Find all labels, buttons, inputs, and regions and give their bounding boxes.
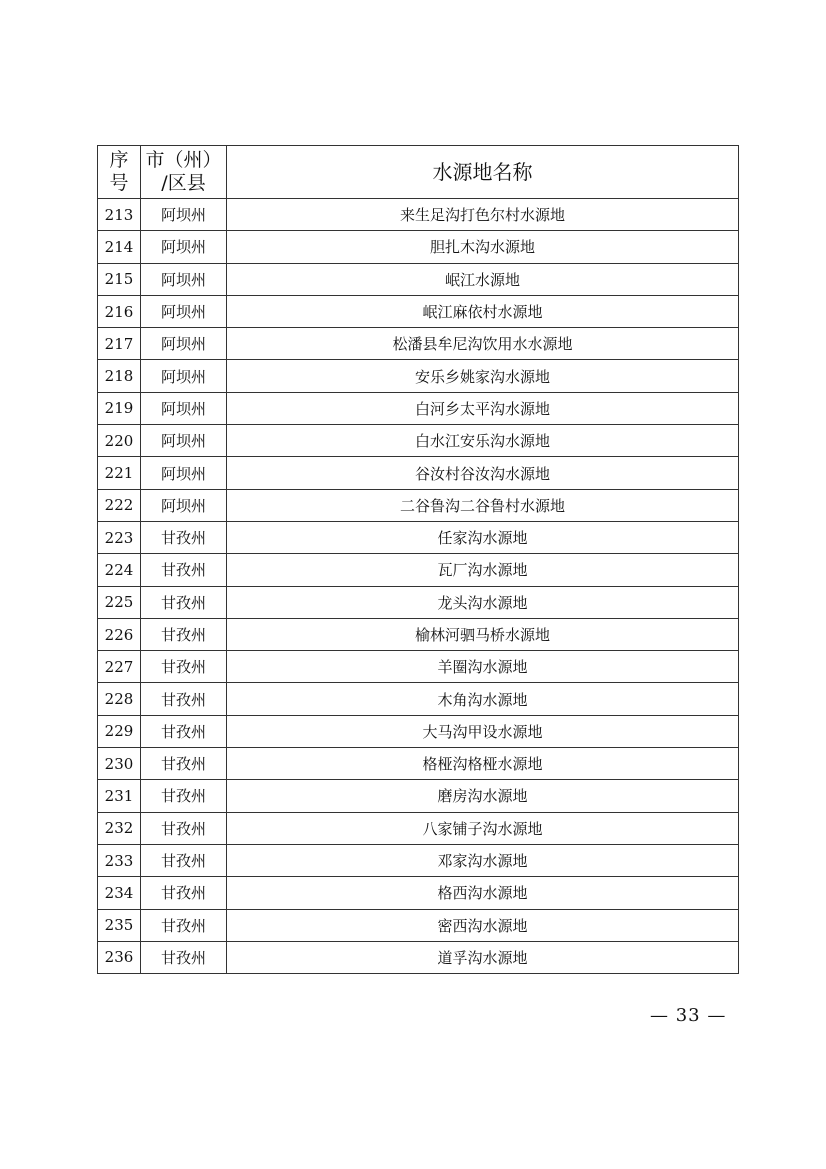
table-row xyxy=(98,392,739,424)
cell-name: 榆林河驷马桥水源地 xyxy=(227,618,739,650)
cell-name: 来生足沟打色尔村水源地 xyxy=(227,199,739,231)
cell-seq: 215 xyxy=(98,263,141,295)
cell-name: 格西沟水源地 xyxy=(227,877,739,909)
cell-seq: 225 xyxy=(98,586,141,618)
table-row xyxy=(98,489,739,521)
cell-name: 木角沟水源地 xyxy=(227,683,739,715)
cell-city: 甘孜州 xyxy=(141,586,227,618)
cell-seq: 213 xyxy=(98,199,141,231)
cell-city: 阿坝州 xyxy=(141,392,227,424)
table-row xyxy=(98,425,739,457)
cell-name: 任家沟水源地 xyxy=(227,521,739,553)
header-seq-line1: 序 xyxy=(109,149,129,171)
cell-seq: 231 xyxy=(98,780,141,812)
cell-name: 磨房沟水源地 xyxy=(227,780,739,812)
table-row xyxy=(98,844,739,876)
header-seq-line2: 号 xyxy=(109,172,129,194)
table-row xyxy=(98,780,739,812)
cell-seq: 232 xyxy=(98,812,141,844)
cell-name: 道孚沟水源地 xyxy=(227,941,739,973)
cell-name: 二谷鲁沟二谷鲁村水源地 xyxy=(227,489,739,521)
cell-name: 龙头沟水源地 xyxy=(227,586,739,618)
table-row xyxy=(98,877,739,909)
cell-name: 大马沟甲设水源地 xyxy=(227,715,739,747)
cell-name: 松潘县牟尼沟饮用水水源地 xyxy=(227,328,739,360)
table-row xyxy=(98,263,739,295)
header-name: 水源地名称 xyxy=(227,146,739,199)
table-body xyxy=(98,199,739,974)
cell-city: 甘孜州 xyxy=(141,780,227,812)
cell-city: 甘孜州 xyxy=(141,618,227,650)
cell-seq: 222 xyxy=(98,489,141,521)
table-row xyxy=(98,295,739,327)
cell-city: 阿坝州 xyxy=(141,425,227,457)
page-number: — 33 — xyxy=(650,1005,727,1026)
cell-name: 格桠沟格桠水源地 xyxy=(227,748,739,780)
cell-seq: 219 xyxy=(98,392,141,424)
cell-seq: 223 xyxy=(98,521,141,553)
cell-name: 羊圈沟水源地 xyxy=(227,651,739,683)
cell-name: 密西沟水源地 xyxy=(227,909,739,941)
cell-city: 甘孜州 xyxy=(141,909,227,941)
cell-city: 阿坝州 xyxy=(141,489,227,521)
table-row xyxy=(98,586,739,618)
header-city-line2: /区县 xyxy=(161,172,206,194)
cell-city: 阿坝州 xyxy=(141,231,227,263)
table-row xyxy=(98,231,739,263)
cell-name: 谷汝村谷汝沟水源地 xyxy=(227,457,739,489)
table-row xyxy=(98,328,739,360)
cell-seq: 221 xyxy=(98,457,141,489)
cell-city: 甘孜州 xyxy=(141,521,227,553)
table-row xyxy=(98,715,739,747)
cell-name: 八家铺子沟水源地 xyxy=(227,812,739,844)
cell-seq: 217 xyxy=(98,328,141,360)
cell-city: 甘孜州 xyxy=(141,877,227,909)
cell-seq: 234 xyxy=(98,877,141,909)
cell-seq: 227 xyxy=(98,651,141,683)
cell-seq: 214 xyxy=(98,231,141,263)
cell-name: 岷江麻依村水源地 xyxy=(227,295,739,327)
table-row xyxy=(98,812,739,844)
cell-seq: 216 xyxy=(98,295,141,327)
table-row xyxy=(98,651,739,683)
table-header-row xyxy=(98,146,739,199)
cell-city: 阿坝州 xyxy=(141,360,227,392)
cell-seq: 236 xyxy=(98,941,141,973)
cell-city: 甘孜州 xyxy=(141,651,227,683)
table-row xyxy=(98,748,739,780)
cell-name: 邓家沟水源地 xyxy=(227,844,739,876)
cell-name: 安乐乡姚家沟水源地 xyxy=(227,360,739,392)
table-row xyxy=(98,909,739,941)
cell-seq: 218 xyxy=(98,360,141,392)
cell-city: 阿坝州 xyxy=(141,328,227,360)
cell-name: 瓦厂沟水源地 xyxy=(227,554,739,586)
cell-seq: 233 xyxy=(98,844,141,876)
cell-city: 阿坝州 xyxy=(141,295,227,327)
table-row xyxy=(98,554,739,586)
table-row xyxy=(98,457,739,489)
cell-seq: 228 xyxy=(98,683,141,715)
table-row xyxy=(98,683,739,715)
table-row xyxy=(98,618,739,650)
table-row xyxy=(98,360,739,392)
cell-seq: 235 xyxy=(98,909,141,941)
table-row xyxy=(98,941,739,973)
cell-city: 甘孜州 xyxy=(141,844,227,876)
cell-city: 阿坝州 xyxy=(141,263,227,295)
header-city-line1: 市（州） xyxy=(145,149,222,171)
cell-seq: 220 xyxy=(98,425,141,457)
cell-name: 胆扎木沟水源地 xyxy=(227,231,739,263)
cell-city: 阿坝州 xyxy=(141,457,227,489)
cell-seq: 229 xyxy=(98,715,141,747)
cell-city: 甘孜州 xyxy=(141,715,227,747)
cell-seq: 224 xyxy=(98,554,141,586)
cell-name: 岷江水源地 xyxy=(227,263,739,295)
cell-seq: 230 xyxy=(98,748,141,780)
cell-city: 甘孜州 xyxy=(141,748,227,780)
table-row xyxy=(98,521,739,553)
header-city xyxy=(141,146,227,199)
cell-name: 白河乡太平沟水源地 xyxy=(227,392,739,424)
cell-city: 阿坝州 xyxy=(141,199,227,231)
cell-city: 甘孜州 xyxy=(141,941,227,973)
cell-city: 甘孜州 xyxy=(141,683,227,715)
cell-seq: 226 xyxy=(98,618,141,650)
cell-city: 甘孜州 xyxy=(141,812,227,844)
water-source-table xyxy=(97,145,739,974)
cell-name: 白水江安乐沟水源地 xyxy=(227,425,739,457)
table-row xyxy=(98,199,739,231)
header-seq xyxy=(98,146,141,199)
cell-city: 甘孜州 xyxy=(141,554,227,586)
